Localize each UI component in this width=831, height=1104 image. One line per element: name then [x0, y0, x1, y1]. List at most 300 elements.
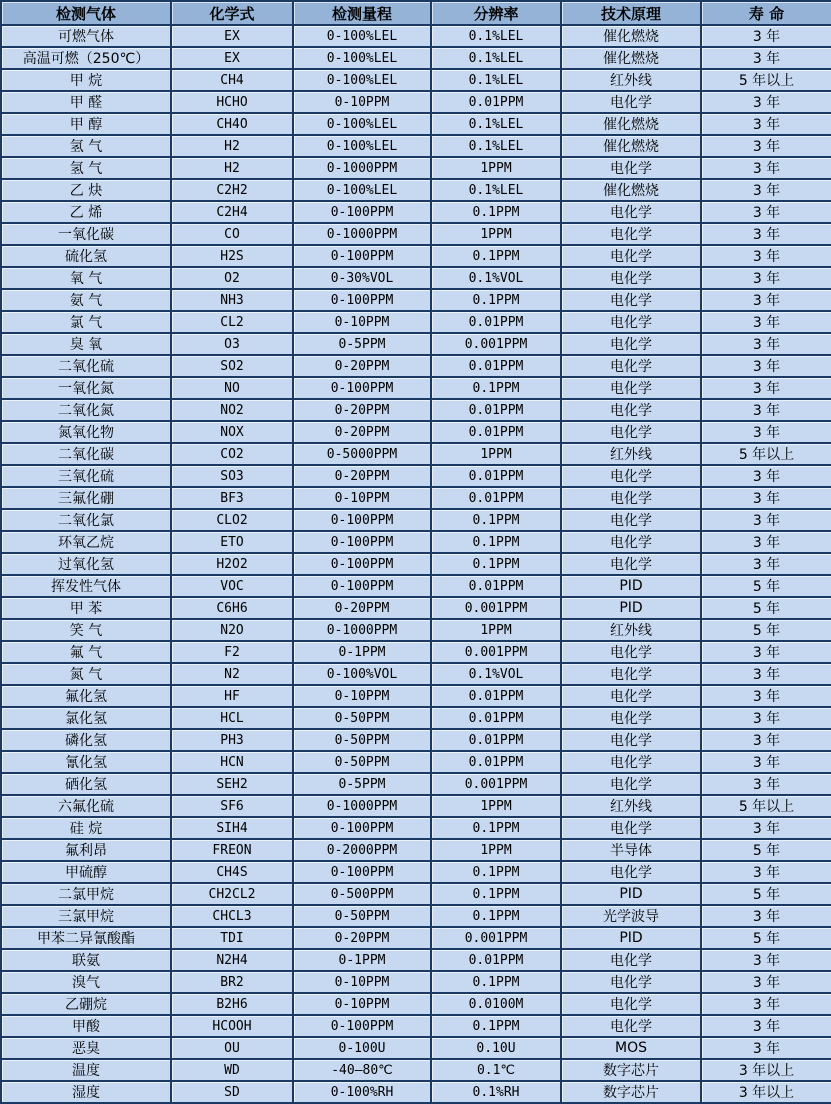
cell-lifespan: 3 年	[701, 223, 831, 245]
cell-gas: 乙硼烷	[1, 993, 171, 1015]
cell-range: 0-30%VOL	[293, 267, 431, 289]
cell-principle: MOS	[561, 1037, 701, 1059]
cell-resolution: 0.1PPM	[431, 553, 561, 575]
cell-range: 0-1PPM	[293, 641, 431, 663]
table-row	[1, 355, 831, 377]
cell-gas: 三氯甲烷	[1, 905, 171, 927]
table-row	[1, 47, 831, 69]
cell-lifespan: 3 年	[701, 179, 831, 201]
cell-range: 0-100%VOL	[293, 663, 431, 685]
cell-resolution: 0.001PPM	[431, 333, 561, 355]
cell-resolution: 0.1%VOL	[431, 267, 561, 289]
cell-formula: O3	[171, 333, 293, 355]
cell-gas: 二氧化氮	[1, 399, 171, 421]
cell-formula: CH4O	[171, 113, 293, 135]
cell-range: 0-10PPM	[293, 311, 431, 333]
cell-range: 0-20PPM	[293, 355, 431, 377]
cell-formula: HCN	[171, 751, 293, 773]
cell-principle: 电化学	[561, 949, 701, 971]
cell-principle: 电化学	[561, 465, 701, 487]
cell-formula: PH3	[171, 729, 293, 751]
cell-gas: 可燃气体	[1, 25, 171, 47]
cell-lifespan: 3 年	[701, 25, 831, 47]
cell-range: 0-100%LEL	[293, 135, 431, 157]
cell-gas: 联氨	[1, 949, 171, 971]
cell-formula: EX	[171, 25, 293, 47]
cell-lifespan: 3 年	[701, 1037, 831, 1059]
cell-formula: C2H4	[171, 201, 293, 223]
cell-gas: 环氧乙烷	[1, 531, 171, 553]
cell-formula: CO	[171, 223, 293, 245]
cell-principle: 数字芯片	[561, 1059, 701, 1081]
cell-resolution: 0.1PPM	[431, 531, 561, 553]
cell-resolution: 0.01PPM	[431, 465, 561, 487]
cell-lifespan: 3 年	[701, 663, 831, 685]
cell-formula: TDI	[171, 927, 293, 949]
cell-range: 0-100PPM	[293, 817, 431, 839]
cell-principle: 电化学	[561, 531, 701, 553]
header-row	[1, 1, 831, 25]
cell-gas: 湿度	[1, 1081, 171, 1103]
cell-range: 0-10PPM	[293, 993, 431, 1015]
cell-lifespan: 3 年	[701, 1015, 831, 1037]
cell-gas: 一氧化氮	[1, 377, 171, 399]
cell-lifespan: 5 年以上	[701, 795, 831, 817]
table-row	[1, 1059, 831, 1081]
cell-resolution: 0.1%LEL	[431, 25, 561, 47]
cell-gas: 硫化氢	[1, 245, 171, 267]
cell-range: 0-100PPM	[293, 575, 431, 597]
cell-lifespan: 3 年	[701, 135, 831, 157]
cell-principle: 红外线	[561, 69, 701, 91]
cell-resolution: 0.1PPM	[431, 509, 561, 531]
cell-resolution: 0.01PPM	[431, 575, 561, 597]
cell-resolution: 0.10U	[431, 1037, 561, 1059]
cell-resolution: 0.01PPM	[431, 421, 561, 443]
cell-resolution: 0.1PPM	[431, 883, 561, 905]
table-row	[1, 531, 831, 553]
cell-resolution: 0.1PPM	[431, 905, 561, 927]
cell-lifespan: 5 年	[701, 883, 831, 905]
cell-formula: FREON	[171, 839, 293, 861]
cell-formula: CL2	[171, 311, 293, 333]
cell-resolution: 0.001PPM	[431, 927, 561, 949]
cell-principle: 催化燃烧	[561, 135, 701, 157]
cell-lifespan: 3 年	[701, 531, 831, 553]
cell-formula: SF6	[171, 795, 293, 817]
cell-gas: 氢 气	[1, 157, 171, 179]
cell-gas: 磷化氢	[1, 729, 171, 751]
cell-resolution: 0.01PPM	[431, 707, 561, 729]
cell-gas: 氧 气	[1, 267, 171, 289]
cell-resolution: 0.01PPM	[431, 751, 561, 773]
table-row	[1, 773, 831, 795]
table-row	[1, 465, 831, 487]
table-row	[1, 619, 831, 641]
cell-range: 0-50PPM	[293, 707, 431, 729]
table-row	[1, 443, 831, 465]
table-row	[1, 927, 831, 949]
table-row	[1, 707, 831, 729]
cell-lifespan: 3 年	[701, 157, 831, 179]
cell-principle: 光学波导	[561, 905, 701, 927]
cell-resolution: 0.1%LEL	[431, 69, 561, 91]
table-row	[1, 795, 831, 817]
cell-gas: 甲 苯	[1, 597, 171, 619]
cell-gas: 二氧化硫	[1, 355, 171, 377]
cell-lifespan: 3 年	[701, 245, 831, 267]
table-row	[1, 1037, 831, 1059]
table-row	[1, 201, 831, 223]
cell-resolution: 0.01PPM	[431, 685, 561, 707]
cell-resolution: 0.1PPM	[431, 201, 561, 223]
cell-lifespan: 5 年	[701, 927, 831, 949]
cell-principle: 电化学	[561, 399, 701, 421]
cell-lifespan: 3 年	[701, 311, 831, 333]
cell-gas: 硅 烷	[1, 817, 171, 839]
cell-gas: 笑 气	[1, 619, 171, 641]
cell-gas: 甲 烷	[1, 69, 171, 91]
cell-formula: NO2	[171, 399, 293, 421]
cell-resolution: 0.1%LEL	[431, 179, 561, 201]
cell-gas: 氨 气	[1, 289, 171, 311]
cell-gas: 氮 气	[1, 663, 171, 685]
cell-lifespan: 3 年	[701, 861, 831, 883]
cell-formula: NO	[171, 377, 293, 399]
cell-principle: 红外线	[561, 795, 701, 817]
cell-formula: HCOOH	[171, 1015, 293, 1037]
cell-range: -40—80℃	[293, 1059, 431, 1081]
cell-range: 0-20PPM	[293, 465, 431, 487]
cell-formula: VOC	[171, 575, 293, 597]
table-row	[1, 69, 831, 91]
cell-formula: N2	[171, 663, 293, 685]
cell-principle: 电化学	[561, 223, 701, 245]
cell-principle: 电化学	[561, 245, 701, 267]
cell-principle: 催化燃烧	[561, 113, 701, 135]
cell-range: 0-50PPM	[293, 751, 431, 773]
cell-range: 0-10PPM	[293, 971, 431, 993]
cell-principle: 电化学	[561, 861, 701, 883]
cell-principle: 电化学	[561, 487, 701, 509]
cell-principle: 电化学	[561, 751, 701, 773]
cell-range: 0-5PPM	[293, 773, 431, 795]
cell-range: 0-100U	[293, 1037, 431, 1059]
cell-range: 0-100PPM	[293, 861, 431, 883]
cell-range: 0-100%LEL	[293, 25, 431, 47]
cell-gas: 氟 气	[1, 641, 171, 663]
cell-range: 0-100PPM	[293, 553, 431, 575]
cell-lifespan: 3 年	[701, 509, 831, 531]
table-row	[1, 25, 831, 47]
cell-range: 0-100PPM	[293, 377, 431, 399]
cell-principle: 电化学	[561, 663, 701, 685]
cell-formula: CH2CL2	[171, 883, 293, 905]
cell-resolution: 0.01PPM	[431, 949, 561, 971]
cell-resolution: 0.001PPM	[431, 597, 561, 619]
cell-formula: O2	[171, 267, 293, 289]
cell-gas: 氢 气	[1, 135, 171, 157]
cell-lifespan: 5 年	[701, 575, 831, 597]
cell-gas: 三氧化硫	[1, 465, 171, 487]
cell-formula: SIH4	[171, 817, 293, 839]
cell-lifespan: 3 年	[701, 751, 831, 773]
cell-gas: 一氧化碳	[1, 223, 171, 245]
cell-resolution: 0.01PPM	[431, 355, 561, 377]
cell-range: 0-1PPM	[293, 949, 431, 971]
table-row	[1, 135, 831, 157]
cell-range: 0-20PPM	[293, 597, 431, 619]
cell-range: 0-10PPM	[293, 91, 431, 113]
cell-lifespan: 3 年	[701, 201, 831, 223]
cell-formula: HCHO	[171, 91, 293, 113]
cell-gas: 臭 氧	[1, 333, 171, 355]
cell-gas: 硒化氢	[1, 773, 171, 795]
cell-resolution: 0.001PPM	[431, 641, 561, 663]
cell-formula: WD	[171, 1059, 293, 1081]
cell-lifespan: 5 年以上	[701, 443, 831, 465]
cell-gas: 甲 醇	[1, 113, 171, 135]
cell-formula: SO2	[171, 355, 293, 377]
cell-gas: 过氧化氢	[1, 553, 171, 575]
cell-resolution: 0.1PPM	[431, 289, 561, 311]
cell-principle: 数字芯片	[561, 1081, 701, 1103]
cell-lifespan: 3 年	[701, 817, 831, 839]
cell-lifespan: 5 年	[701, 619, 831, 641]
cell-resolution: 0.1PPM	[431, 377, 561, 399]
cell-lifespan: 3 年	[701, 47, 831, 69]
column-header-lifespan: 寿 命	[701, 1, 831, 25]
table-row	[1, 905, 831, 927]
table-row	[1, 641, 831, 663]
cell-gas: 高温可燃（250℃）	[1, 47, 171, 69]
cell-formula: C2H2	[171, 179, 293, 201]
cell-gas: 三氟化硼	[1, 487, 171, 509]
cell-lifespan: 3 年	[701, 421, 831, 443]
cell-range: 0-1000PPM	[293, 157, 431, 179]
cell-range: 0-2000PPM	[293, 839, 431, 861]
cell-range: 0-10PPM	[293, 685, 431, 707]
table-row	[1, 993, 831, 1015]
cell-principle: 电化学	[561, 729, 701, 751]
cell-principle: 电化学	[561, 509, 701, 531]
cell-formula: N2H4	[171, 949, 293, 971]
cell-range: 0-1000PPM	[293, 619, 431, 641]
cell-resolution: 0.01PPM	[431, 729, 561, 751]
cell-gas: 乙 炔	[1, 179, 171, 201]
cell-gas: 氰化氢	[1, 751, 171, 773]
cell-resolution: 0.1℃	[431, 1059, 561, 1081]
cell-resolution: 0.1%LEL	[431, 47, 561, 69]
cell-resolution: 0.01PPM	[431, 311, 561, 333]
cell-formula: NH3	[171, 289, 293, 311]
cell-lifespan: 5 年	[701, 839, 831, 861]
cell-range: 0-100PPM	[293, 1015, 431, 1037]
cell-principle: 电化学	[561, 707, 701, 729]
cell-principle: 电化学	[561, 201, 701, 223]
cell-range: 0-20PPM	[293, 927, 431, 949]
column-header-resolution: 分辨率	[431, 1, 561, 25]
cell-principle: 半导体	[561, 839, 701, 861]
cell-gas: 二氧化氯	[1, 509, 171, 531]
cell-range: 0-20PPM	[293, 421, 431, 443]
cell-gas: 甲 醛	[1, 91, 171, 113]
cell-lifespan: 3 年	[701, 399, 831, 421]
cell-lifespan: 3 年	[701, 91, 831, 113]
cell-formula: OU	[171, 1037, 293, 1059]
cell-lifespan: 3 年	[701, 641, 831, 663]
table-row	[1, 597, 831, 619]
cell-principle: 红外线	[561, 619, 701, 641]
cell-formula: EX	[171, 47, 293, 69]
cell-resolution: 0.1%LEL	[431, 135, 561, 157]
cell-range: 0-100PPM	[293, 509, 431, 531]
cell-gas: 氟利昂	[1, 839, 171, 861]
table-row	[1, 311, 831, 333]
cell-formula: H2S	[171, 245, 293, 267]
cell-principle: 电化学	[561, 267, 701, 289]
table-row	[1, 333, 831, 355]
cell-resolution: 0.001PPM	[431, 773, 561, 795]
cell-range: 0-100PPM	[293, 201, 431, 223]
cell-principle: 电化学	[561, 91, 701, 113]
cell-lifespan: 3 年	[701, 113, 831, 135]
cell-lifespan: 5 年以上	[701, 69, 831, 91]
cell-principle: 电化学	[561, 289, 701, 311]
cell-lifespan: 3 年以上	[701, 1081, 831, 1103]
table-row	[1, 883, 831, 905]
cell-resolution: 0.1%VOL	[431, 663, 561, 685]
table-row	[1, 971, 831, 993]
cell-range: 0-100%LEL	[293, 113, 431, 135]
cell-lifespan: 3 年	[701, 773, 831, 795]
column-header-formula: 化学式	[171, 1, 293, 25]
cell-range: 0-5000PPM	[293, 443, 431, 465]
column-header-principle: 技术原理	[561, 1, 701, 25]
cell-lifespan: 3 年	[701, 707, 831, 729]
cell-range: 0-100%RH	[293, 1081, 431, 1103]
table-row	[1, 113, 831, 135]
cell-principle: 电化学	[561, 355, 701, 377]
cell-gas: 氮氧化物	[1, 421, 171, 443]
cell-formula: CH4	[171, 69, 293, 91]
cell-principle: 电化学	[561, 553, 701, 575]
cell-resolution: 1PPM	[431, 223, 561, 245]
cell-formula: H2O2	[171, 553, 293, 575]
cell-principle: 电化学	[561, 377, 701, 399]
cell-gas: 溴气	[1, 971, 171, 993]
cell-gas: 二氧化碳	[1, 443, 171, 465]
cell-lifespan: 3 年	[701, 949, 831, 971]
cell-resolution: 1PPM	[431, 157, 561, 179]
table-row	[1, 575, 831, 597]
cell-resolution: 1PPM	[431, 795, 561, 817]
table-row	[1, 487, 831, 509]
cell-formula: HCL	[171, 707, 293, 729]
cell-formula: BR2	[171, 971, 293, 993]
cell-formula: B2H6	[171, 993, 293, 1015]
cell-resolution: 0.01PPM	[431, 91, 561, 113]
cell-lifespan: 3 年	[701, 685, 831, 707]
cell-principle: 催化燃烧	[561, 25, 701, 47]
cell-range: 0-50PPM	[293, 729, 431, 751]
table-row	[1, 839, 831, 861]
table-row	[1, 399, 831, 421]
table-row	[1, 1081, 831, 1103]
cell-range: 0-1000PPM	[293, 795, 431, 817]
cell-principle: 电化学	[561, 641, 701, 663]
column-header-range: 检测量程	[293, 1, 431, 25]
cell-resolution: 0.1PPM	[431, 817, 561, 839]
cell-range: 0-20PPM	[293, 399, 431, 421]
cell-principle: PID	[561, 575, 701, 597]
cell-range: 0-1000PPM	[293, 223, 431, 245]
cell-resolution: 1PPM	[431, 443, 561, 465]
cell-resolution: 1PPM	[431, 839, 561, 861]
table-row	[1, 751, 831, 773]
cell-formula: C6H6	[171, 597, 293, 619]
cell-resolution: 0.1PPM	[431, 245, 561, 267]
table-row	[1, 223, 831, 245]
table-row	[1, 421, 831, 443]
cell-resolution: 0.1%RH	[431, 1081, 561, 1103]
table-row	[1, 685, 831, 707]
cell-gas: 六氟化硫	[1, 795, 171, 817]
cell-principle: 红外线	[561, 443, 701, 465]
cell-formula: H2	[171, 157, 293, 179]
cell-formula: ETO	[171, 531, 293, 553]
table-row	[1, 949, 831, 971]
cell-formula: NOX	[171, 421, 293, 443]
table-row	[1, 1015, 831, 1037]
cell-range: 0-100PPM	[293, 245, 431, 267]
cell-range: 0-100%LEL	[293, 69, 431, 91]
cell-principle: PID	[561, 927, 701, 949]
cell-lifespan: 3 年以上	[701, 1059, 831, 1081]
cell-gas: 甲苯二异氰酸酯	[1, 927, 171, 949]
cell-resolution: 0.0100M	[431, 993, 561, 1015]
cell-lifespan: 3 年	[701, 377, 831, 399]
cell-lifespan: 3 年	[701, 553, 831, 575]
cell-resolution: 0.01PPM	[431, 399, 561, 421]
cell-formula: F2	[171, 641, 293, 663]
column-header-gas: 检测气体	[1, 1, 171, 25]
cell-range: 0-5PPM	[293, 333, 431, 355]
cell-lifespan: 3 年	[701, 333, 831, 355]
cell-principle: 电化学	[561, 421, 701, 443]
cell-range: 0-500PPM	[293, 883, 431, 905]
table-row	[1, 157, 831, 179]
cell-gas: 乙 烯	[1, 201, 171, 223]
cell-range: 0-10PPM	[293, 487, 431, 509]
cell-lifespan: 3 年	[701, 355, 831, 377]
cell-range: 0-100PPM	[293, 289, 431, 311]
cell-lifespan: 3 年	[701, 487, 831, 509]
cell-range: 0-100%LEL	[293, 179, 431, 201]
cell-principle: 电化学	[561, 971, 701, 993]
table-row	[1, 729, 831, 751]
cell-lifespan: 5 年	[701, 597, 831, 619]
cell-gas: 挥发性气体	[1, 575, 171, 597]
cell-lifespan: 3 年	[701, 289, 831, 311]
cell-principle: 电化学	[561, 157, 701, 179]
table-row	[1, 553, 831, 575]
cell-principle: 电化学	[561, 685, 701, 707]
cell-resolution: 0.1PPM	[431, 1015, 561, 1037]
table-row	[1, 267, 831, 289]
cell-gas: 温度	[1, 1059, 171, 1081]
table-row	[1, 245, 831, 267]
